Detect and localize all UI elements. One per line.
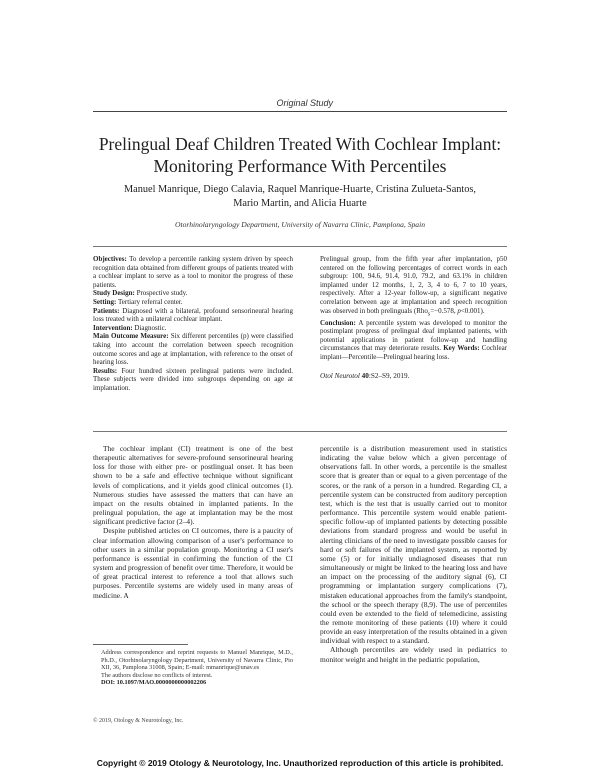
results-continued-text: Prelingual group, from the fifth year after implantation, p50 centered on the following percentages of correct words in each subgroup: 100, 94.6, 91.4, 91.0, 79.2, and 63.1% in children implanted under 12 months, 1, 2, 3, 4 to 6, 7 to 10 years, respectively. After a 12-year follow-up, a significant negative correlation between age at implantation and speech recognition was observed in both prelinguals (Rho xyxy=(320,255,507,315)
keywords-text: Cochlear implant—Percentile—Prelingual hearing loss. xyxy=(320,344,508,361)
outcome-text: Six different percentiles (p) were classified taking into account the correlation between speech recognition outcome scores and age at implantation, with reference to the onset of hearing loss. xyxy=(93,332,293,367)
abstract-objectives xyxy=(93,255,293,289)
abstract-bottom-rule xyxy=(93,431,507,432)
setting-text: Tertiary referral center. xyxy=(116,297,183,306)
abstract-right-column xyxy=(320,255,507,380)
abstract-patients xyxy=(93,307,293,324)
body-paragraph: The cochlear implant (CI) treatment is one of the best therapeutic alternatives for severe-profound sensorineural hearing loss for those with either pre- or postlingual onset. It has been shown to be a safe and effective technique without significant levels of complications, and it yields good clinical outcomes (1). Numerous studies have assessed the matters that can have an impact on the results obtained in implanted patients. In the prelingual population, the age at implantation may be the most significant predictive factor (2–4). xyxy=(93,444,293,527)
footnote-correspondence: Address correspondence and reprint requests to Manuel Manrique, M.D., Ph.D., Otorhinolaryngology Department, University of Navarra Clinic, Pio XII, 36, Pamplona 31008, Spain; E-mail: mmanrique@unav.es xyxy=(101,649,293,672)
abstract-design xyxy=(93,289,293,298)
keywords-label: Key Words: xyxy=(443,344,480,353)
affiliation: Otorhinolaryngology Department, University of Navarra Clinic, Pamplona, Spain xyxy=(174,220,425,229)
authors-line-1: Manuel Manrique, Diego Calavia, Raquel Manrique-Huarte, Cristina Zulueta-Santos, xyxy=(124,184,476,195)
footnote xyxy=(93,649,293,687)
authors-line-2: Mario Martin, and Alicia Huarte xyxy=(233,198,367,209)
outcome-label: Main Outcome Measure: xyxy=(93,332,169,341)
intervention-label: Intervention: xyxy=(93,323,133,332)
results-text: Four hundred sixteen prelingual patients were included. These subjects were divided into subgroups depending on age at implantation. xyxy=(93,366,293,392)
body-left-column xyxy=(93,444,293,600)
patients-label: Patients: xyxy=(93,306,120,315)
article-title xyxy=(60,133,540,177)
body-paragraph: Despite published articles on CI outcomes, there is a paucity of clear information allowing comparison of a user's performance to other users in a similar population group. Monitoring a CI user's performance is essential in confirming the function of the CI system and progression of benefit over time. Therefore, it would be of great practical interest to reference a tool that allows such purposes. Percentile systems are widely used in many areas of medicine. A xyxy=(93,526,293,600)
patients-text: Diagnosed with a bilateral, profound sensorineural hearing loss treated with a unilateral cochlear implant. xyxy=(93,306,293,324)
abstract-top-rule xyxy=(93,246,507,247)
body-paragraph: Although percentiles are widely used in pediatrics to monitor weight and height in the pediatric population, xyxy=(320,645,507,664)
objectives-label: Objectives: xyxy=(93,255,127,263)
section-label: Original Study xyxy=(276,98,333,108)
abstract-setting xyxy=(93,298,293,307)
citation-volume: 40 xyxy=(361,371,369,380)
conclusion-label: Conclusion: xyxy=(320,318,356,327)
intervention-text: Diagnostic. xyxy=(132,323,167,332)
p-symbol: p xyxy=(457,306,461,315)
abstract-outcome xyxy=(93,332,293,366)
abstract-conclusion xyxy=(320,319,507,362)
copyright-banner: Copyright © 2019 Otology & Neurotology, Inc. Unauthorized reproduction of this article is prohibited. xyxy=(96,758,504,768)
rho-subscript: s xyxy=(427,310,431,317)
header-rule xyxy=(93,111,507,112)
citation-journal: Otol Neurotol xyxy=(320,371,360,380)
results-label: Results: xyxy=(93,366,118,375)
citation xyxy=(320,372,507,381)
authors xyxy=(80,183,520,211)
footnote-rule xyxy=(93,644,188,645)
abstract-left-column xyxy=(93,255,293,393)
footnote-disclosure: The authors disclose no conflicts of interest. xyxy=(101,671,213,679)
conclusion-text: A percentile system was developed to monitor the postimplant progress of prelingual deaf implanted patients, with potential applications in patient follow-up and handling circumstances that may deteriorate results. xyxy=(320,318,507,353)
setting-label: Setting: xyxy=(93,297,117,306)
objectives-text: To develop a percentile ranking system driven by speech recognition data obtained from different groups of patients treated with a cochlear implant to serve as a tool to monitor the progress of these patients. xyxy=(93,255,293,289)
title-line-1: Prelingual Deaf Children Treated With Cochlear Implant: xyxy=(98,134,502,154)
design-text: Prospective study. xyxy=(134,289,188,298)
design-label: Study Design: xyxy=(93,289,135,298)
body-paragraph: percentile is a distribution measurement used in statistics indicating the value below which a given percentage of observations fall. In other words, a percentile is the smallest score that is greater than or equal to a given percentage of the scores, or the rank of a person in a hundred. Regarding CI, a percentile system can be constructed from auditory perception test, which is the test that is usually carried out to monitor performance. This percentile system would enable patient-specific follow-up of implanted patients by detecting possible deviations from standard progress and would be useful in alerting clinicians of the need to investigate possible causes for hard or soft failures of the implanted system, as reported by some (5) or for initially undiagnosed diseases that run simultaneously or might be linked to the hearing loss and have an impact on the processing of the auditory signal (6), CI programming or implantation surgery complications (7), mistaken educational approaches from the family's standpoint, the school or the speech therapy (8,9). The use of percentiles could even be extended to the field of telemedicine, assisting the remote monitoring of these patients (10) where it could provide an easy interpretation of the results obtained in a given individual with respect to a standard. xyxy=(320,444,507,646)
body-right-column xyxy=(320,444,507,664)
citation-pages: :S2–S9, 2019. xyxy=(368,371,410,380)
abstract-intervention xyxy=(93,324,293,333)
abstract-results-continued xyxy=(320,255,507,319)
rho-value: =−0.578, xyxy=(430,306,458,315)
footnote-doi: DOI: 10.1097/MAO.0000000000002206 xyxy=(101,679,207,687)
title-line-2: Monitoring Performance With Percentiles xyxy=(153,156,447,176)
abstract-results xyxy=(93,367,293,393)
copyright-notice: © 2019, Otology & Neurotology, Inc. xyxy=(93,718,184,724)
p-value: <0.001). xyxy=(460,306,485,315)
